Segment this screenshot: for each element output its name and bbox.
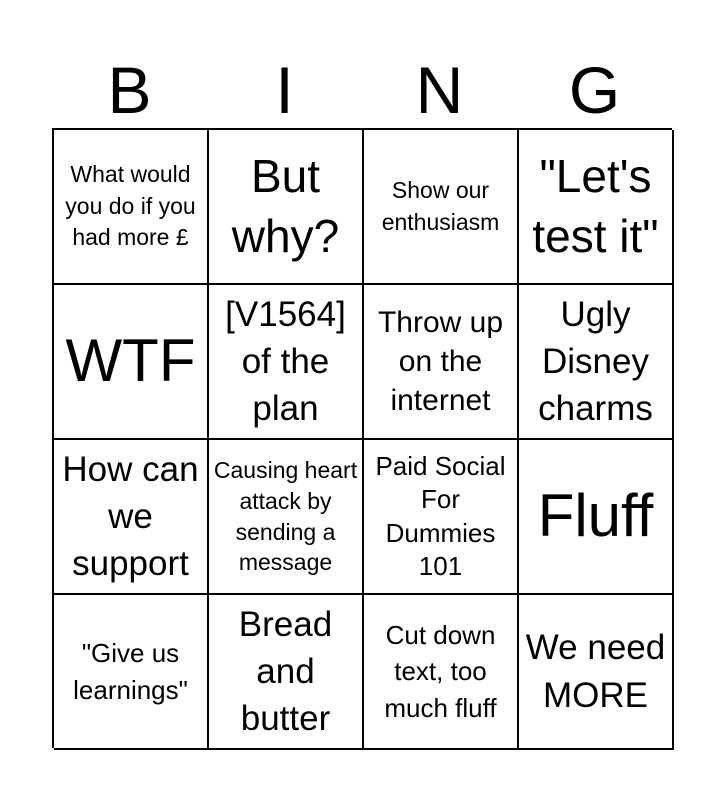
bingo-cell[interactable] (519, 285, 674, 440)
cell-text: Show our enthusiasm (381, 176, 500, 235)
header-letter-i: I (275, 53, 294, 127)
cell-text: [V1564] of the plan (225, 294, 346, 429)
cell-text: Bread and butter (238, 604, 333, 739)
cell-text: How can we support (62, 449, 199, 584)
cell-text: Fluff (537, 482, 654, 550)
cell-text: "Let's test it" (532, 149, 659, 262)
bingo-cell[interactable] (54, 130, 209, 285)
bingo-cell[interactable] (364, 595, 519, 750)
header-letter-b: B (107, 53, 152, 127)
bingo-card-grid (52, 128, 672, 748)
bingo-cell[interactable] (519, 130, 674, 285)
cell-text: Ugly Disney charms (538, 294, 653, 429)
header-letter-n: N (415, 53, 464, 127)
bingo-cell[interactable] (54, 440, 209, 595)
cell-text: Cut down text, too much fluff (384, 619, 497, 723)
cell-text: Paid Social For Dummies 101 (375, 450, 506, 581)
cell-text: What would you do if you had more £ (65, 160, 196, 251)
bingo-header (52, 52, 672, 128)
cell-text: "Give us learnings" (73, 638, 188, 705)
bingo-cell[interactable] (519, 595, 674, 750)
bingo-cell[interactable] (209, 130, 364, 285)
bingo-cell[interactable] (519, 440, 674, 595)
cell-text: But why? (231, 149, 340, 262)
cell-text: We need MORE (525, 628, 666, 715)
bingo-cell[interactable] (209, 285, 364, 440)
bingo-cell[interactable] (364, 285, 519, 440)
cell-text: Causing heart attack by sending a message (213, 457, 358, 576)
bingo-cell[interactable] (54, 285, 209, 440)
bingo-cell[interactable] (209, 595, 364, 750)
cell-text: WTF (65, 327, 196, 395)
bingo-cell[interactable] (364, 130, 519, 285)
bingo-cell[interactable] (54, 595, 209, 750)
header-letter-g: G (568, 53, 621, 127)
bingo-cell[interactable] (209, 440, 364, 595)
bingo-cell[interactable] (364, 440, 519, 595)
cell-text: Throw up on the internet (377, 306, 504, 417)
